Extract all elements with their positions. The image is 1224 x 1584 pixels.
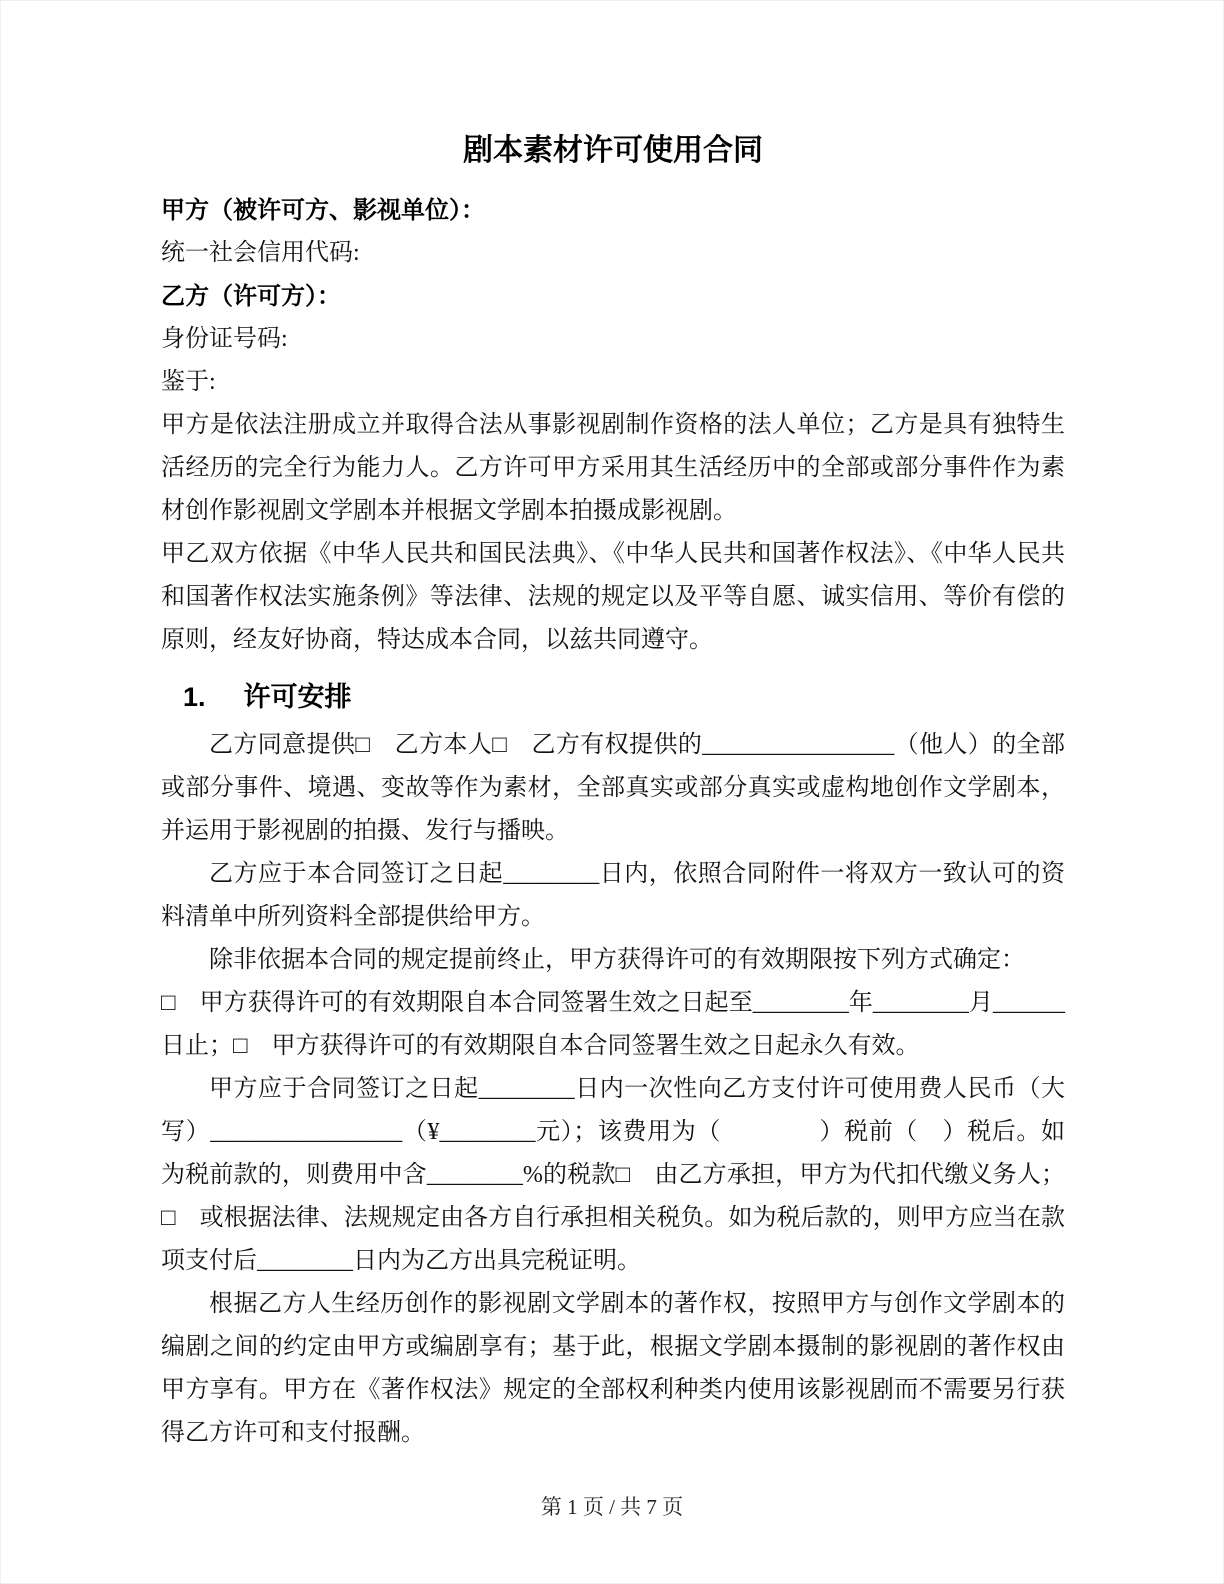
clause-paragraph-copyright: 根据乙方人生经历创作的影视剧文学剧本的著作权，按照甲方与创作文学剧本的编剧之间的约定由甲方或编剧享有；基于此，根据文学剧本摄制的影视剧的著作权由甲方享有。甲方在《著作权法》规定的全部权利种类内使用该影视剧而不需要另行获得乙方许可和支付报酬。 (161, 1291, 1065, 1446)
whereas-label: 鉴于: (161, 369, 216, 395)
page-number-footer: 第 1 页 / 共 7 页 (540, 1495, 684, 1519)
preamble-paragraph: 甲方是依法注册成立并取得合法从事影视剧制作资格的法人单位；乙方是具有独特生活经历的完全行为能力人。乙方许可甲方采用其生活经历中的全部或部分事件作为素材创作影视剧文学剧本并根据文学剧本拍摄成影视剧。 (161, 412, 1065, 524)
section-heading (183, 672, 1065, 722)
clause-paragraph: 除非依据本合同的规定提前终止，甲方获得许可的有效期限按下列方式确定： (209, 947, 1025, 973)
id-number-label: 身份证号码: (161, 326, 288, 352)
credit-code-label: 统一社会信用代码: (161, 240, 360, 266)
clause-paragraph: 乙方同意提供□ 乙方本人□ 乙方有权提供的________________（他人）的全部或部分事件、境遇、变故等作为素材，全部真实或部分真实或虚构地创作文学剧本，并运用于影视剧的拍摄、发行与播映。 (161, 732, 1065, 844)
party-info-block (161, 189, 1065, 404)
clause-paragraph-validity-options: □ 甲方获得许可的有效期限自本合同签署生效之日起至________年________月______日止；□ 甲方获得许可的有效期限自本合同签署生效之日起永久有效。 (161, 990, 1065, 1059)
section-number: 1. (183, 682, 206, 712)
document-title: 剧本素材许可使用合同 (463, 134, 763, 167)
party-b-label: 乙方（许可方）： (161, 283, 341, 310)
page-content (161, 127, 1065, 1455)
preamble-paragraph: 甲乙双方依据《中华人民共和国民法典》、《中华人民共和国著作权法》、《中华人民共和国著作权法实施条例》等法律、法规的规定以及平等自愿、诚实信用、等价有偿的原则，经友好协商，特达成本合同，以兹共同遵守。 (161, 541, 1065, 653)
section-title: 许可安排 (243, 682, 352, 712)
party-a-label: 甲方（被许可方、影视单位）： (161, 197, 485, 224)
clause-paragraph-payment: 甲方应于合同签订之日起________日内一次性向乙方支付许可使用费人民币（大写）________________（¥________元）；该费用为（ ）税前（ ）税后。如为税前款的，则费用中含________%的税款□ 由乙方承担，甲方为代扣代缴义务人；□ 或根据法律、法规规定由各方自行承担相关税负。如为税后款的，则甲方应当在款项支付后________日内为乙方出具完税证明。 (161, 1076, 1065, 1274)
clause-paragraph: 乙方应于本合同签订之日起________日内，依照合同附件一将双方一致认可的资料清单中所列资料全部提供给甲方。 (161, 861, 1065, 930)
